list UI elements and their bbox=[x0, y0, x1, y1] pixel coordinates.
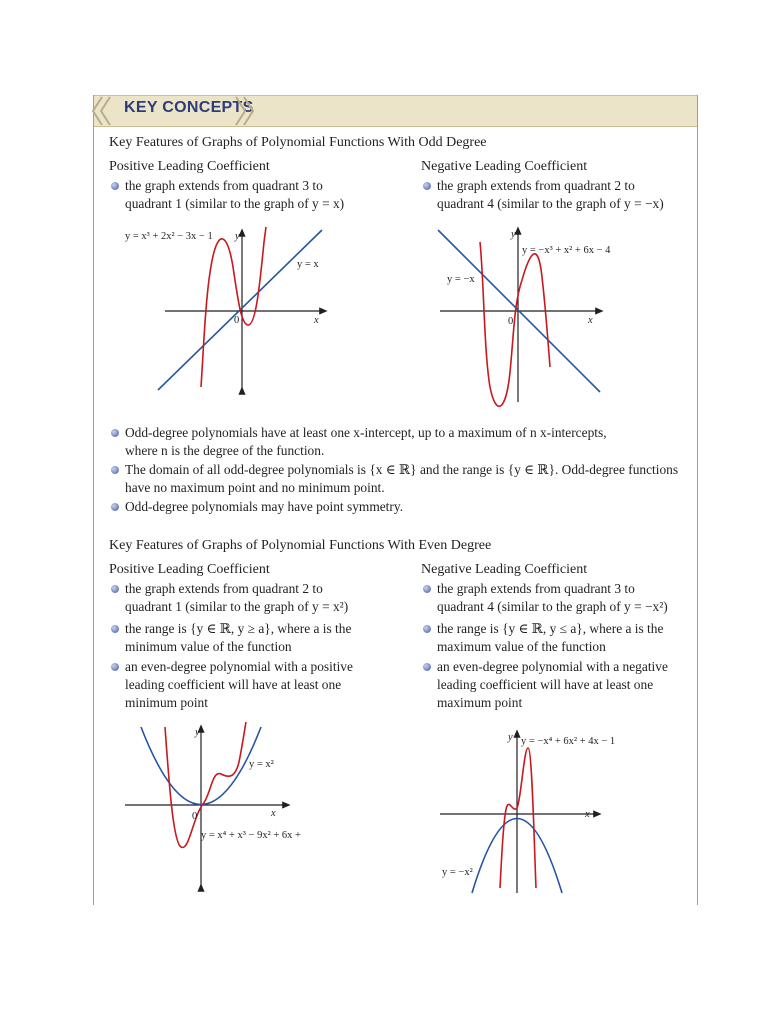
odd-degree-heading: Key Features of Graphs of Polynomial Functions With Odd Degree bbox=[109, 135, 487, 150]
odd-bullet-1-line2: where n is the degree of the function. bbox=[125, 443, 325, 458]
even-neg-b2-line1: the range is {y ∈ ℝ, y ≤ a}, where a is the bbox=[437, 621, 664, 636]
even-pos-subheading: Positive Leading Coefficient bbox=[109, 562, 270, 577]
curve-label: y = x³ + 2x² − 3x − 1 bbox=[125, 231, 213, 242]
bullet-icon bbox=[111, 182, 119, 190]
y-axis-label: y bbox=[195, 727, 200, 738]
even-neg-subheading: Negative Leading Coefficient bbox=[421, 562, 588, 577]
even-pos-b2-line1: the range is {y ∈ ℝ, y ≥ a}, where a is the bbox=[125, 621, 352, 636]
even-negative-graph bbox=[430, 728, 660, 898]
even-neg-b3-line1: an even-degree polynomial with a negative bbox=[437, 659, 668, 674]
even-pos-b3-line2: leading coefficient will have at least one bbox=[125, 677, 342, 692]
even-neg-b3-line3: maximum point bbox=[437, 695, 523, 710]
quartic-curve bbox=[165, 722, 246, 847]
even-positive-graph bbox=[115, 722, 345, 892]
odd-positive-graph bbox=[110, 222, 340, 402]
odd-bullet-3-line1: Odd-degree polynomials may have point symmetry. bbox=[125, 499, 404, 514]
parabola-label: y = x² bbox=[249, 759, 274, 770]
bullet-icon bbox=[423, 663, 431, 671]
even-degree-heading: Key Features of Graphs of Polynomial Functions With Even Degree bbox=[109, 538, 492, 553]
even-pos-b3-line1: an even-degree polynomial with a positive bbox=[125, 659, 353, 674]
even-pos-b1-line2: quadrant 1 (similar to the graph of y = x²) bbox=[125, 599, 349, 614]
bullet-icon bbox=[423, 585, 431, 593]
odd-pos-bullet-line2: quadrant 1 (similar to the graph of y = x) bbox=[125, 196, 345, 211]
even-pos-b3-line3: minimum point bbox=[125, 695, 208, 710]
even-neg-b3-line2: leading coefficient will have at least one bbox=[437, 677, 654, 692]
even-pos-b2-line2: minimum value of the function bbox=[125, 639, 292, 654]
banner-left-chevron-icon bbox=[88, 96, 118, 126]
bullet-icon bbox=[423, 625, 431, 633]
origin-label: 0 bbox=[508, 316, 514, 327]
odd-neg-bullet-line1: the graph extends from quadrant 2 to bbox=[437, 178, 635, 193]
x-axis-label: x bbox=[271, 808, 276, 819]
bullet-icon bbox=[111, 663, 119, 671]
odd-bullet-2-line1: The domain of all odd-degree polynomials is {x ∈ ℝ} and the range is {y ∈ ℝ}. Odd-degree functions bbox=[125, 462, 679, 477]
y-axis-label: y bbox=[511, 229, 516, 240]
parabola-label: y = −x² bbox=[442, 867, 473, 878]
origin-label: 0 bbox=[192, 811, 198, 822]
bullet-icon bbox=[111, 503, 119, 511]
key-concepts-banner bbox=[94, 95, 697, 127]
even-neg-b2-line2: maximum value of the function bbox=[437, 639, 606, 654]
even-pos-b1-line1: the graph extends from quadrant 2 to bbox=[125, 581, 323, 596]
odd-negative-graph bbox=[430, 222, 660, 412]
even-neg-b1-line1: the graph extends from quadrant 3 to bbox=[437, 581, 635, 596]
x-axis-label: x bbox=[314, 315, 319, 326]
cubic-curve bbox=[480, 242, 550, 406]
cubic-curve bbox=[201, 227, 266, 387]
line-label: y = −x bbox=[447, 274, 475, 285]
curve-label: y = −x³ + x² + 6x − 4 bbox=[522, 245, 611, 256]
odd-pos-subheading: Positive Leading Coefficient bbox=[109, 159, 270, 174]
x-axis-label: x bbox=[588, 315, 593, 326]
bullet-icon bbox=[111, 625, 119, 633]
line-label: y = x bbox=[297, 259, 319, 270]
odd-neg-bullet-line2: quadrant 4 (similar to the graph of y = −x) bbox=[437, 196, 664, 211]
curve-label: y = −x⁴ + 6x² + 4x − 1 bbox=[521, 736, 616, 747]
bullet-icon bbox=[111, 585, 119, 593]
y-axis-label: y bbox=[508, 732, 513, 743]
odd-bullet-2-line2: have no maximum point and no minimum point. bbox=[125, 480, 385, 495]
odd-neg-subheading: Negative Leading Coefficient bbox=[421, 159, 588, 174]
curve-label: y = x⁴ + x³ − 9x² + 6x + bbox=[201, 830, 301, 841]
banner-title: KEY CONCEPTS bbox=[124, 99, 254, 116]
bullet-icon bbox=[423, 182, 431, 190]
x-axis-label: x bbox=[585, 809, 590, 820]
origin-label: 0 bbox=[234, 315, 240, 326]
banner-right-chevron-icon bbox=[232, 96, 262, 126]
odd-bullet-1-line1: Odd-degree polynomials have at least one x-intercept, up to a maximum of n x-intercepts, bbox=[125, 425, 607, 440]
bullet-icon bbox=[111, 466, 119, 474]
bullet-icon bbox=[111, 429, 119, 437]
y-axis-label: y bbox=[235, 231, 240, 242]
odd-pos-bullet-line1: the graph extends from quadrant 3 to bbox=[125, 178, 323, 193]
even-neg-b1-line2: quadrant 4 (similar to the graph of y = −x²) bbox=[437, 599, 668, 614]
